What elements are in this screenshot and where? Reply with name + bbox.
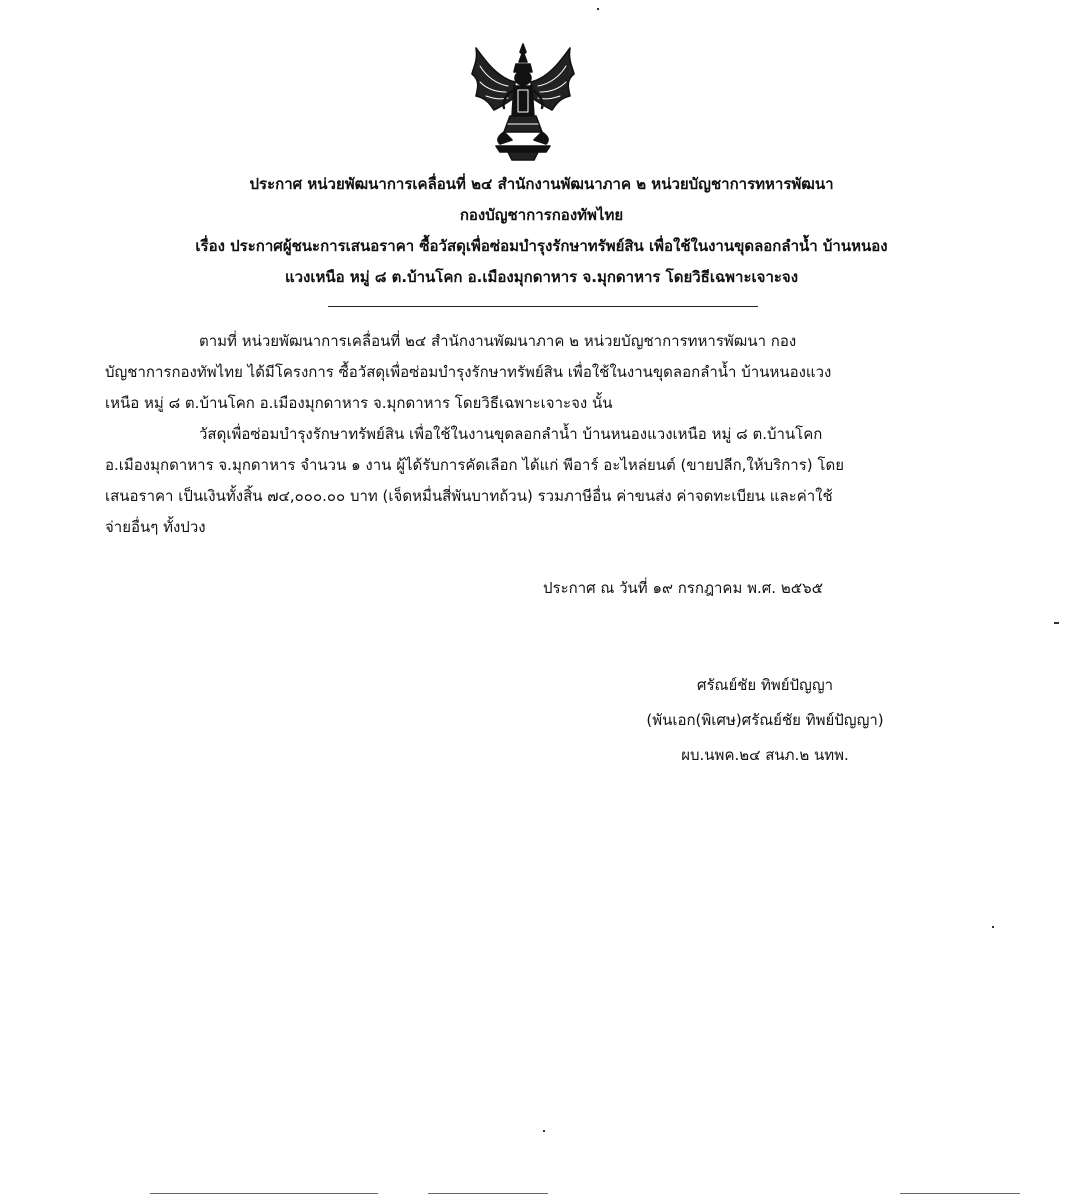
scan-edge-line	[150, 1193, 378, 1194]
scan-speck	[992, 926, 994, 928]
scan-speck	[543, 1130, 545, 1132]
garuda-emblem-icon	[468, 40, 578, 162]
paragraph-1-line-1: ตามที่ หน่วยพัฒนาการเคลื่อนที่ ๒๔ สำนักงานพัฒนาภาค ๒ หน่วยบัญชาการทหารพัฒนา กอง	[199, 332, 797, 350]
signature-position: ผบ.นพค.๒๔ สนภ.๒ นทพ.	[681, 746, 849, 764]
signature-full-name: (พันเอก(พิเศษ)ศรัณย์ชัย ทิพย์ปัญญา)	[646, 711, 884, 729]
scan-edge-line	[428, 1193, 548, 1194]
scan-speck	[1054, 622, 1059, 624]
announcement-title-line-2: กองบัญชาการกองทัพไทย	[459, 206, 624, 224]
paragraph-1-line-2: บัญชาการกองทัพไทย ได้มีโครงการ ซื้อวัสดุเพื่อซ่อมบำรุงรักษาทรัพย์สิน เพื่อใช้ในงานขุดลอกลำน้ำ บ้านหนองแวง	[105, 363, 832, 381]
announcement-subject-line-1: เรื่อง ประกาศผู้ชนะการเสนอราคา ซื้อวัสดุเพื่อซ่อมบำรุงรักษาทรัพย์สิน เพื่อใช้ในงานขุดลอกลำน้ำ บ้านหนอง	[195, 237, 888, 255]
signature-name: ศรัณย์ชัย ทิพย์ปัญญา	[696, 676, 834, 694]
paragraph-2-line-4: จ่ายอื่นๆ ทั้งปวง	[105, 518, 206, 536]
announcement-subject-line-2: แวงเหนือ หมู่ ๘ ต.บ้านโคก อ.เมืองมุกดาหาร จ.มุกดาหาร โดยวิธีเฉพาะเจาะจง	[284, 268, 799, 286]
paragraph-2-line-1: วัสดุเพื่อซ่อมบำรุงรักษาทรัพย์สิน เพื่อใช้ในงานขุดลอกลำน้ำ บ้านหนองแวงเหนือ หมู่ ๘ ต.บ้านโคก	[199, 425, 823, 443]
scan-speck	[597, 8, 599, 10]
paragraph-2-line-2: อ.เมืองมุกดาหาร จ.มุกดาหาร จำนวน ๑ งาน ผู้ได้รับการคัดเลือก ได้แก่ พีอาร์ อะไหล่ยนต์ (ขายปลีก,ให้บริการ) โดย	[105, 456, 844, 474]
announcement-date: ประกาศ ณ วันที่ ๑๙ กรกฎาคม พ.ศ. ๒๕๖๕	[543, 579, 823, 597]
scan-edge-line	[900, 1193, 1020, 1194]
paragraph-1-line-3: เหนือ หมู่ ๘ ต.บ้านโคก อ.เมืองมุกดาหาร จ.มุกดาหาร โดยวิธีเฉพาะเจาะจง นั้น	[105, 394, 613, 412]
paragraph-2-line-3: เสนอราคา เป็นเงินทั้งสิ้น ๗๔,๐๐๐.๐๐ บาท (เจ็ดหมื่นสี่พันบาทถ้วน) รวมภาษีอื่น ค่าขนส่ง ค่าจดทะเบียน และค่าใช้	[105, 487, 833, 505]
heading-divider	[328, 306, 758, 307]
announcement-title-line-1: ประกาศ หน่วยพัฒนาการเคลื่อนที่ ๒๔ สำนักงานพัฒนาภาค ๒ หน่วยบัญชาการทหารพัฒนา	[249, 175, 834, 193]
